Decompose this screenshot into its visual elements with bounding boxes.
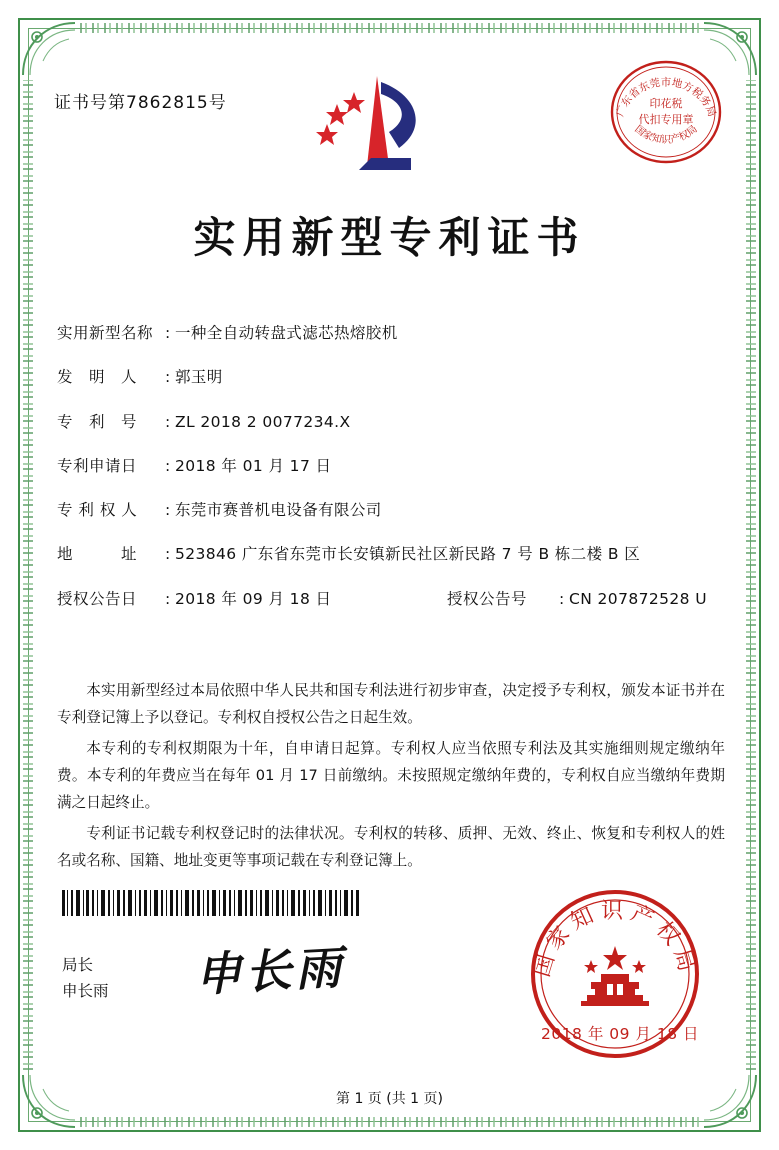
field-value: ZL 2018 2 0077234.X xyxy=(175,412,351,431)
field-row xyxy=(57,455,727,478)
svg-text:广东省东莞市地方税务局: 广东省东莞市地方税务局 xyxy=(614,76,718,119)
grant-row xyxy=(57,588,727,611)
field-colon: : xyxy=(165,368,171,387)
field-list xyxy=(57,322,727,621)
handwritten-signature: 申长雨 xyxy=(193,940,347,1002)
tax-stamp-icon xyxy=(609,55,724,170)
legal-paragraph: 本专利的专利权期限为十年，自申请日起算。专利权人应当依照专利法及其实施细则规定缴纳年费。本专利的年费应当在每年 01 月 17 日前缴纳。未按照规定缴纳年费的，专利权自应当缴纳年费期满之日起终止。 xyxy=(57,739,725,811)
field-value: 郭玉明 xyxy=(175,368,223,387)
field-row xyxy=(57,499,727,522)
page-footer: 第 1 页 (共 1 页) xyxy=(336,1091,443,1107)
cnipa-logo-icon xyxy=(315,70,445,190)
field-label: 专 利 号 xyxy=(57,412,138,431)
field-label: 专利申请日 xyxy=(57,456,138,475)
field-colon: : xyxy=(165,456,171,475)
field-value: 东莞市赛普机电设备有限公司 xyxy=(175,501,382,519)
svg-text:印花税: 印花税 xyxy=(649,97,683,110)
field-colon: : xyxy=(559,589,565,608)
field-row xyxy=(57,322,727,345)
field-value: 一种全自动转盘式滤芯热熔胶机 xyxy=(175,324,398,342)
seal-date: 2018 年 09 月 18 日 xyxy=(540,1025,699,1043)
svg-text:国家知识产权局: 国家知识产权局 xyxy=(632,123,700,146)
field-value: 523846 广东省东莞市长安镇新民社区新民路 7 号 B 栋二楼 B 区 xyxy=(175,545,641,564)
field-label: 发 明 人 xyxy=(57,368,138,387)
grant-number-label: 授权公告号 xyxy=(447,589,528,608)
field-colon: : xyxy=(165,545,171,564)
field-row xyxy=(57,366,727,389)
legal-paragraph: 专利证书记载专利权登记时的法律状况。专利权的转移、质押、无效、终止、恢复和专利权人的姓名或名称、国籍、地址变更等事项记载在专利登记簿上。 xyxy=(57,824,725,869)
field-colon: : xyxy=(165,412,171,431)
field-value: 2018 年 01 月 17 日 xyxy=(175,456,332,475)
field-row xyxy=(57,543,727,566)
certificate-number: 证书号第7862815号 xyxy=(54,93,227,113)
page-title: 实用新型专利证书 xyxy=(193,213,586,262)
director-name: 申长雨 xyxy=(62,982,109,1001)
field-label: 实用新型名称 xyxy=(57,324,154,342)
grant-date-value: 2018 年 09 月 18 日 xyxy=(175,589,332,608)
field-colon: : xyxy=(165,501,171,519)
director-title: 局长 xyxy=(62,956,94,974)
field-colon: : xyxy=(165,324,171,342)
signature-block xyxy=(62,952,109,1005)
field-row xyxy=(57,411,727,434)
barcode xyxy=(62,890,362,916)
legal-text xyxy=(57,678,725,879)
field-label: 地 址 xyxy=(57,545,138,564)
field-label: 专 利 权 人 xyxy=(57,501,138,519)
svg-text:代扣专用章: 代扣专用章 xyxy=(638,113,694,126)
legal-paragraph: 本实用新型经过本局依照中华人民共和国专利法进行初步审查，决定授予专利权，颁发本证书并在专利登记簿上予以登记。专利权自授权公告之日起生效。 xyxy=(57,682,725,726)
field-colon: : xyxy=(165,589,171,608)
svg-text:国家知识产权局: 国家知识产权局 xyxy=(529,899,701,981)
grant-number-value: CN 207872528 U xyxy=(569,589,707,608)
grant-date-label: 授权公告日 xyxy=(57,589,138,608)
